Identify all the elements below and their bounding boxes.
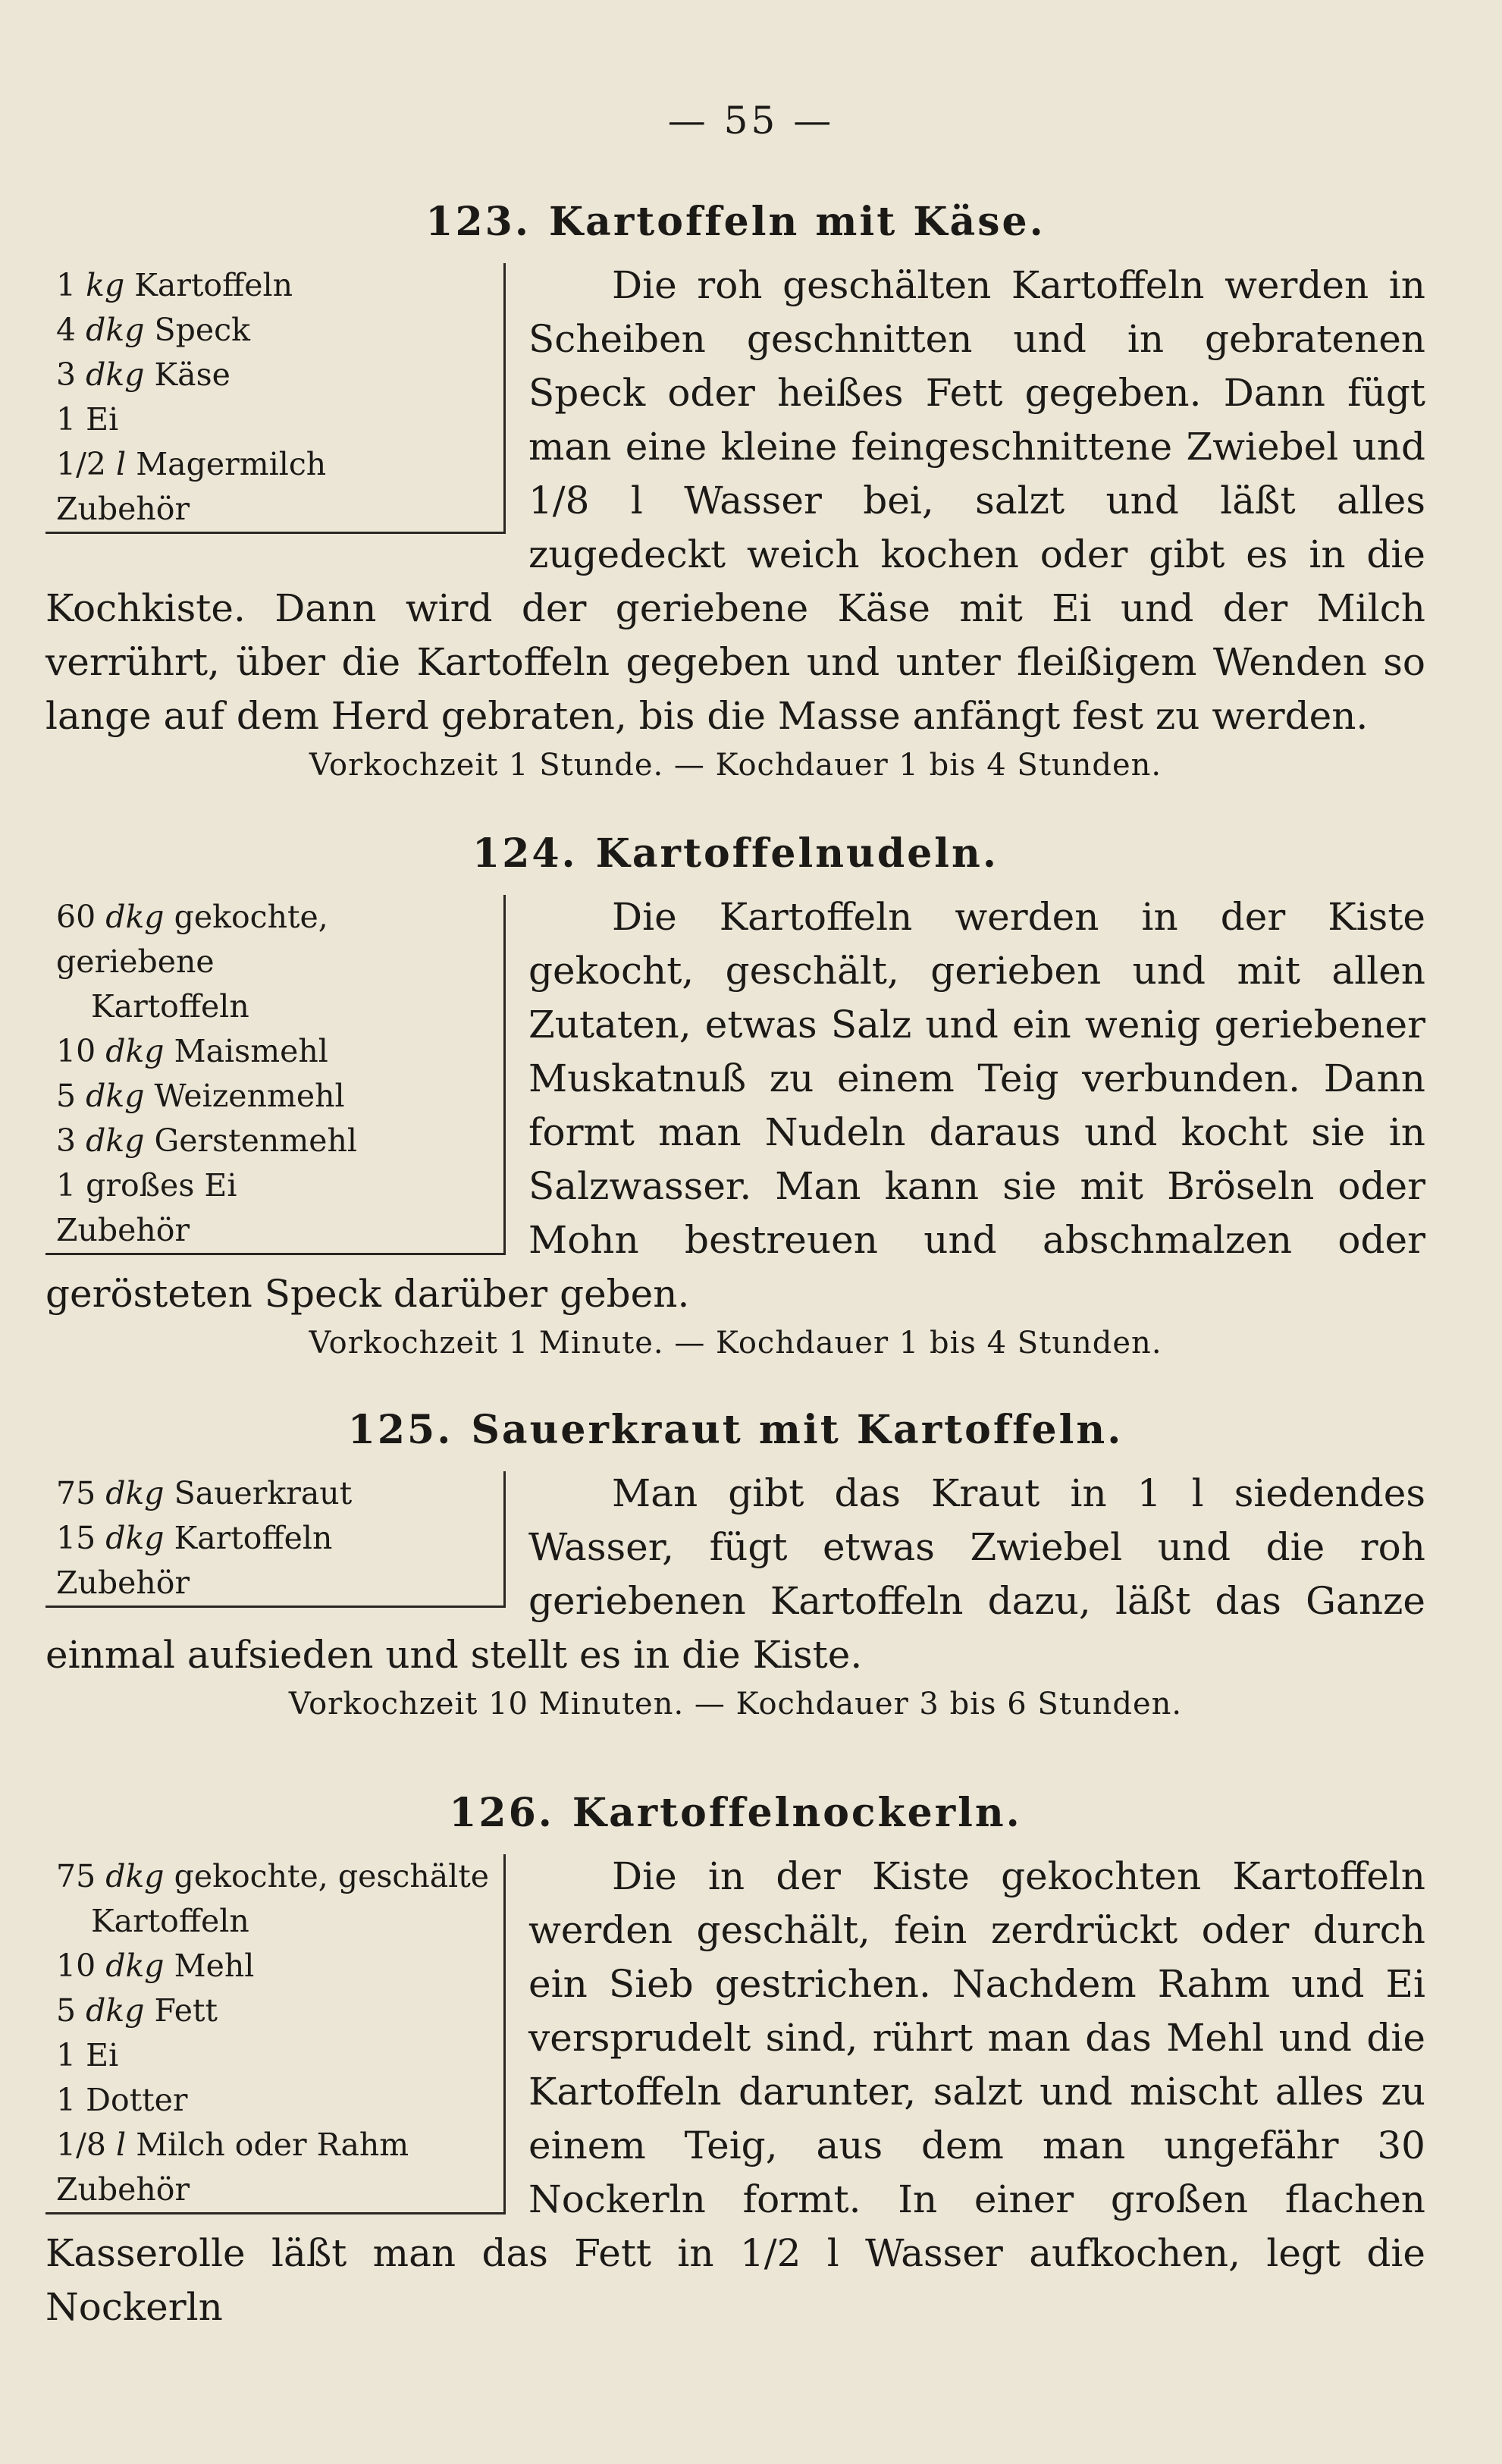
ingredient-unit: dkg: [86, 1992, 145, 2029]
ingredient-name: Milch oder Rahm: [136, 2127, 409, 2163]
ingredient-quantity: 10: [56, 1948, 96, 1984]
ingredient-item: [45, 2033, 493, 2078]
recipe-times: Vorkochzeit 10 Minuten. — Kochdauer 3 bis 6 Stunden.: [288, 1687, 1183, 1722]
ingredient-item: [45, 1516, 493, 1561]
ingredient-unit: dkg: [105, 899, 165, 935]
ingredient-quantity: 4: [56, 312, 77, 348]
ingredient-unit: l: [116, 446, 127, 482]
recipe-title-text: Kartoffelnudeln.: [595, 830, 999, 877]
ingredient-item: [45, 487, 493, 532]
ingredient-quantity: 1: [56, 2082, 77, 2118]
ingredient-quantity: 60: [56, 899, 96, 935]
ingredient-quantity: 3: [56, 1122, 77, 1159]
recipe-title: [45, 1790, 1425, 1836]
ingredient-item: [45, 1471, 493, 1516]
ingredient-name: Kartoffeln: [134, 267, 293, 303]
ingredient-unit: l: [116, 2127, 127, 2163]
ingredient-name: Zubehör: [56, 2171, 190, 2208]
recipe-125: [45, 1407, 1425, 1722]
ingredient-item: [45, 1944, 493, 1988]
recipe-title: [45, 830, 1425, 877]
ingredient-item: [45, 2167, 493, 2212]
recipe-title-text: Kartoffelnockerln.: [572, 1790, 1022, 1836]
recipe-126: [45, 1790, 1425, 2334]
recipe-instructions: Die roh geschälten Kartoffeln werden in Scheiben geschnitten und in gebratenen Speck oder heißes Fett gegeben. Dann fügt man eine kleine feingeschnittene Zwiebel und 1/8 l Wasser bei, salzt und läßt alles zugedeckt weich kochen oder gibt es in die Kochkiste. Dann wird der geriebene Käse mit Ei und der Milch verrührt, über die Kartoffeln gegeben und unter fleißigem Wenden so lange auf dem Herd gebraten, bis die Masse anfängt fest zu werden.: [45, 263, 1425, 738]
ingredient-item: [45, 263, 493, 308]
ingredient-item: [45, 1074, 493, 1119]
ingredient-item: [45, 2078, 493, 2123]
ingredient-name: Gerstenmehl: [154, 1122, 357, 1159]
ingredient-quantity: 1/8: [56, 2127, 106, 2163]
ingredient-name: Zubehör: [56, 1212, 190, 1248]
recipe-title-text: Kartoffeln mit Käse.: [548, 199, 1046, 245]
ingredient-item: [45, 442, 493, 487]
page-number: — 55 —: [667, 99, 835, 143]
ingredient-item: [45, 1561, 493, 1606]
ingredient-name: Kartoffeln: [91, 988, 249, 1025]
ingredient-name: Speck: [154, 312, 250, 348]
recipe-instructions: Man gibt das Kraut in 1 l siedendes Wasser, fügt etwas Zwiebel und die roh geriebenen Kartoffeln dazu, läßt das Ganze einmal aufsieden und stellt es in die Kiste.: [45, 1471, 1425, 1677]
ingredient-unit: dkg: [105, 1520, 165, 1556]
recipe-instructions: Die Kartoffeln werden in der Kiste gekocht, geschält, gerieben und mit allen Zutaten, etwas Salz und ein wenig geriebener Muskatnuß zu einem Teig verbunden. Dann formt man Nudeln daraus und kocht sie in Salzwasser. Man kann sie mit Bröseln oder Mohn bestreuen und abschmalzen oder gerösteten Speck darüber geben.: [45, 895, 1425, 1316]
recipe-title: [45, 1407, 1425, 1453]
ingredient-item: [45, 1854, 493, 1899]
recipe-times: Vorkochzeit 1 Minute. — Kochdauer 1 bis 4 Stunden.: [309, 1326, 1162, 1361]
ingredient-unit: dkg: [105, 1475, 165, 1511]
ingredient-item: [45, 353, 493, 397]
ingredient-name: Dotter: [86, 2082, 188, 2118]
ingredient-name: Magermilch: [136, 446, 327, 482]
ingredient-name: Ei: [86, 2037, 119, 2073]
ingredient-list: [45, 895, 506, 1255]
ingredient-item: [45, 984, 493, 1029]
ingredient-quantity: 5: [56, 1992, 77, 2029]
recipe-number: 123.: [425, 199, 531, 245]
ingredient-unit: dkg: [105, 1858, 165, 1894]
ingredient-item: [45, 1988, 493, 2033]
ingredient-unit: dkg: [105, 1033, 165, 1069]
ingredient-quantity: 5: [56, 1078, 77, 1114]
ingredient-name: Ei: [86, 401, 119, 438]
ingredient-name: großes Ei: [86, 1167, 237, 1204]
recipe-title: [45, 199, 1425, 245]
ingredient-name: Maismehl: [174, 1033, 328, 1069]
recipe-instructions: Die in der Kiste gekochten Kartoffeln werden geschält, fein zerdrückt oder durch ein Sieb gestrichen. Nachdem Rahm und Ei versprudelt sind, rührt man das Mehl und die Kartoffeln darunter, salzt und mischt alles zu einem Teig, aus dem man ungefähr 30 Nockerln formt. In einer großen flachen Kasserolle läßt man das Fett in 1/2 l Wasser aufkochen, legt die Nockerln: [45, 1854, 1425, 2329]
ingredient-name: gekochte, geschälte: [174, 1858, 490, 1894]
ingredient-unit: dkg: [86, 356, 145, 393]
ingredient-quantity: 75: [56, 1858, 96, 1894]
ingredient-quantity: 15: [56, 1520, 96, 1556]
ingredient-item: [45, 1119, 493, 1163]
ingredient-list: [45, 1854, 506, 2214]
ingredient-name: Weizenmehl: [154, 1078, 345, 1114]
ingredient-list: [45, 263, 506, 534]
ingredient-name: Sauerkraut: [174, 1475, 353, 1511]
recipe-123: [45, 199, 1425, 783]
ingredient-unit: kg: [86, 267, 125, 303]
ingredient-unit: dkg: [105, 1948, 165, 1984]
ingredient-quantity: 10: [56, 1033, 96, 1069]
ingredient-item: [45, 1029, 493, 1074]
ingredient-item: [45, 2123, 493, 2167]
ingredient-name: Käse: [154, 356, 230, 393]
recipe-number: 124.: [472, 830, 578, 877]
ingredient-item: [45, 1208, 493, 1253]
recipe-times: Vorkochzeit 1 Stunde. — Kochdauer 1 bis 4 Stunden.: [309, 748, 1162, 783]
ingredient-list: [45, 1471, 506, 1608]
ingredient-name: Zubehör: [56, 491, 190, 527]
ingredient-item: [45, 895, 493, 984]
ingredient-quantity: 1: [56, 267, 77, 303]
ingredient-unit: dkg: [86, 1122, 145, 1159]
ingredient-name: Zubehör: [56, 1565, 190, 1601]
ingredient-name: Kartoffeln: [174, 1520, 333, 1556]
ingredient-name: Kartoffeln: [91, 1903, 249, 1939]
recipe-title-text: Sauerkraut mit Kartoffeln.: [471, 1407, 1124, 1453]
ingredient-item: [45, 308, 493, 353]
ingredient-quantity: 75: [56, 1475, 96, 1511]
ingredient-item: [45, 397, 493, 442]
ingredient-name: Fett: [154, 1992, 218, 2029]
ingredient-quantity: 3: [56, 356, 77, 393]
ingredient-name: gekochte, geriebene: [56, 899, 328, 980]
recipe-number: 125.: [347, 1407, 453, 1453]
ingredient-quantity: 1: [56, 401, 77, 438]
ingredient-quantity: 1: [56, 1167, 77, 1204]
recipe-number: 126.: [449, 1790, 554, 1836]
recipe-124: [45, 830, 1425, 1361]
ingredient-name: Mehl: [174, 1948, 255, 1984]
ingredient-unit: dkg: [86, 1078, 145, 1114]
ingredient-item: [45, 1163, 493, 1208]
ingredient-item: [45, 1899, 493, 1944]
ingredient-quantity: 1/2: [56, 446, 106, 482]
ingredient-quantity: 1: [56, 2037, 77, 2073]
ingredient-unit: dkg: [86, 312, 145, 348]
